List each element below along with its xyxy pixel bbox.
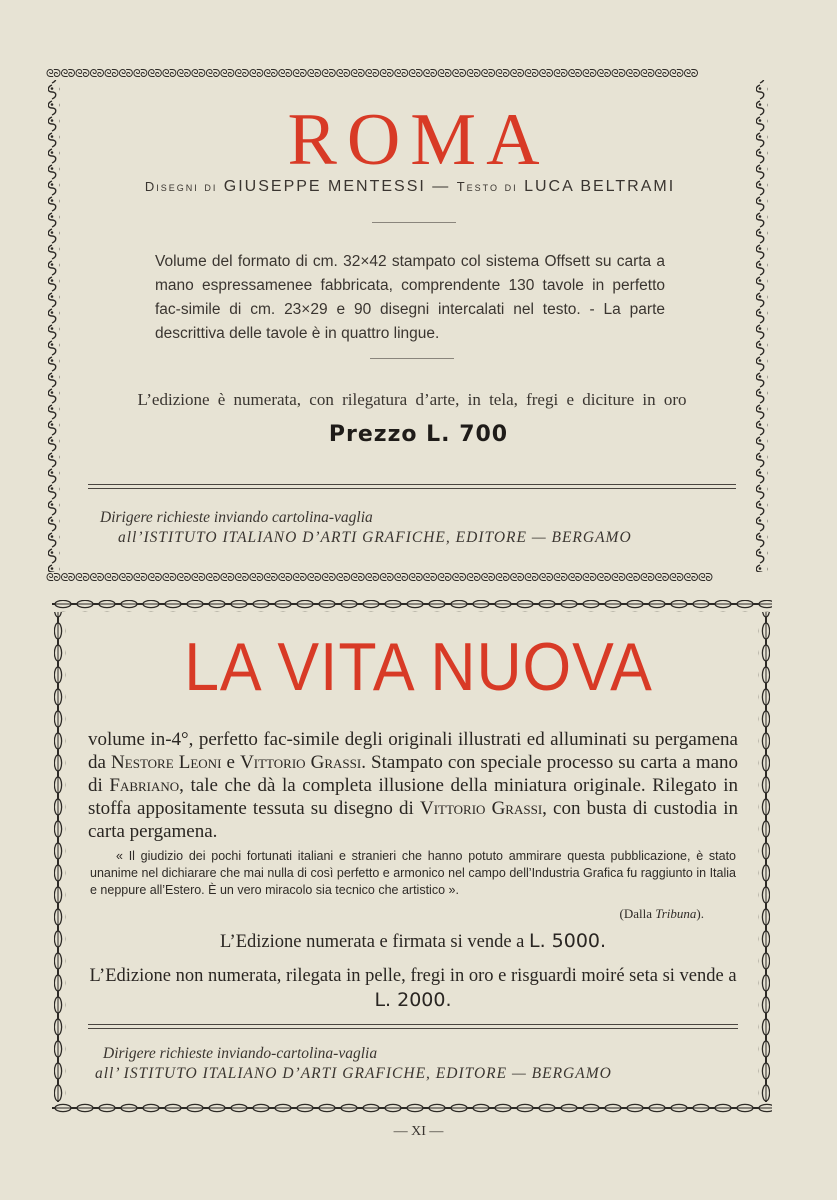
credits-author: LUCA BELTRAMI xyxy=(524,178,676,195)
edition-numbered xyxy=(88,930,738,953)
scroll-border-top: ᘓᘐᘓᘐᘓᘐᘓᘐᘓᘐᘓᘐᘓᘐᘓᘐᘓᘐᘓᘐᘓᘐᘓᘐᘓᘐᘓᘐᘓᘐᘓᘐᘓᘐᘓᘐᘓᘐᘓᘐᘓᘐᘓᘐᘓᘐᘓᘐᘓᘐᘓᘐᘓᘐᘓᘐᘓᘐᘓᘐᘓᘐᘓᘐᘓᘐᘓᘐᘓᘐᘓᘐᘓᘐᘓᘐᘓᘐᘓᘐᘓᘐᘓᘐᘓᘐᘓᘐᘓᘐ xyxy=(46,68,698,80)
desc-place-fabriano: Fabriano xyxy=(109,775,180,796)
roma-contact-line1: Dirigere richieste inviando cartolina-vaglia xyxy=(100,509,373,526)
vita-nuova-title: LA VITA NUOVA xyxy=(184,629,653,705)
edition-unnumbered-price: L. 2000. xyxy=(374,989,452,1011)
roma-contact-line2: all’ISTITUTO ITALIANO D’ARTI GRAFICHE, EDITORE — BERGAMO xyxy=(118,529,632,546)
vn-divider-top xyxy=(88,1024,738,1025)
quote-source-prefix: (Dalla xyxy=(619,906,652,921)
vita-nuova-quote xyxy=(90,848,736,899)
quote-source-suffix: ). xyxy=(696,906,704,921)
desc-part1: volume in-4°, perfetto fac-simile degli originali illustrati ed alluminati su pergamena da xyxy=(88,729,738,773)
quote-text: « Il giudizio dei pochi fortunati italiani e stranieri che hanno potuto ammirare questa pubblicazione, è stato unanime nel dichiarare che mai nulla di così perfetto e armonico nel campo dell’Industria Grafica fu raggiunto in Italia e neppure all’Estero. È un vero miracolo sia tecnico che artistico ». xyxy=(90,849,736,897)
edition-unnumbered-text: L’Edizione non numerata, rilegata in pelle, fregi in oro e risguardi moiré seta si vende a xyxy=(89,966,737,986)
roma-edition-note: L’edizione è numerata, con rilegatura d’arte, in tela, fregi e diciture in oro xyxy=(137,390,687,409)
edition-numbered-text: L’Edizione numerata e firmata si vende a xyxy=(219,932,525,952)
credits-dash: — xyxy=(432,178,451,195)
desc-part4: , con busta di custodia in carta pergamena. xyxy=(88,798,738,842)
roma-short-rule-1 xyxy=(372,222,456,223)
vn-contact-line2: all’ ISTITUTO ITALIANO D’ARTI GRAFICHE, EDITORE — BERGAMO xyxy=(95,1065,612,1082)
roma-price: Prezzo L. 700 xyxy=(328,422,509,447)
edition-numbered-price: L. 5000. xyxy=(529,930,607,952)
desc-name-grassi: Vittorio Grassi xyxy=(240,752,362,773)
roma-credits xyxy=(80,178,740,196)
roma-title: ROMA xyxy=(287,99,550,181)
roma-description: Volume del formato di cm. 32×42 stampato col sistema Offsett su carta a mano espressamenee fabbricata, comprendente 130 tavole in perfetto fac-simile di cm. 23×29 e 90 disegni intercalati nel testo. - La parte descrittiva delle tavole è in quattro lingue. xyxy=(155,253,665,342)
credits-drawings-label: Disegni di xyxy=(144,179,218,194)
vn-contact-line1: Dirigere richieste inviando-cartolina-vaglia xyxy=(103,1045,378,1062)
roma-divider-bottom xyxy=(88,488,736,489)
desc-name-grassi-2: Vittorio Grassi xyxy=(419,798,543,819)
quote-source-name: Tribuna xyxy=(655,906,697,921)
credits-text-label: Testo di xyxy=(456,179,518,194)
roma-divider-top xyxy=(88,484,736,485)
roma-short-rule-2 xyxy=(370,358,454,359)
edition-unnumbered xyxy=(88,964,738,1013)
credits-artist: GIUSEPPE MENTESSI xyxy=(223,178,426,195)
desc-part3: , tale che dà la completa illusione della miniatura originale. Rilegato in stoffa appositamente tessuta su disegno di xyxy=(88,775,739,819)
roma-contact xyxy=(100,508,740,548)
vita-nuova-contact xyxy=(95,1044,735,1084)
vn-divider-bottom xyxy=(88,1028,738,1029)
desc-name-leoni: Nestore Leoni xyxy=(111,752,222,773)
quote-source xyxy=(500,906,704,922)
scroll-border-bottom: ᘓᘐᘓᘐᘓᘐᘓᘐᘓᘐᘓᘐᘓᘐᘓᘐᘓᘐᘓᘐᘓᘐᘓᘐᘓᘐᘓᘐᘓᘐᘓᘐᘓᘐᘓᘐᘓᘐᘓᘐᘓᘐᘓᘐᘓᘐᘓᘐᘓᘐᘓᘐᘓᘐᘓᘐᘓᘐᘓᘐᘓᘐᘓᘐᘓᘐᘓᘐᘓᘐᘓᘐᘓᘐᘓᘐᘓᘐᘓᘐᘓᘐᘓᘐᘓᘐᘓᘐᘓᘐᘓᘐ xyxy=(46,572,713,584)
page-number: — XI — xyxy=(393,1124,444,1139)
desc-part2: . Stampato con speciale processo su carta a mano di xyxy=(88,752,739,796)
vita-nuova-description xyxy=(88,728,738,843)
desc-conj: e xyxy=(226,752,235,773)
